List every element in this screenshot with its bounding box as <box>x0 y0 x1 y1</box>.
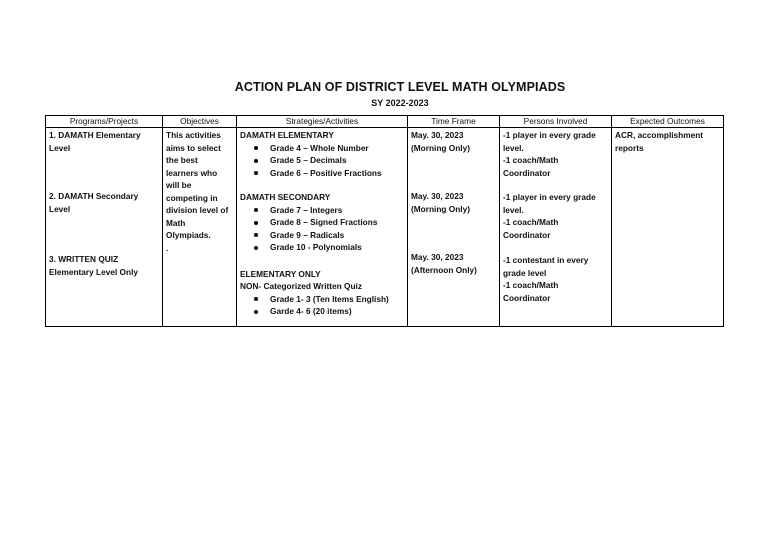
list-item: Grade 6 – Positive Fractions <box>270 167 404 180</box>
objective-line: aims to select <box>166 142 221 153</box>
header-outcomes: Expected Outcomes <box>612 116 724 128</box>
persons-1-line: -1 coach/Math <box>503 155 559 165</box>
objective-line: Olympiads. <box>166 230 211 240</box>
list-item: Grade 5 – Decimals <box>270 154 404 167</box>
program-1-line-1: 1. DAMATH Elementary <box>49 130 141 140</box>
programs-cell <box>46 128 163 327</box>
objective-line: the best <box>166 155 198 165</box>
strategy-3-subheading: NON- Categorized Written Quiz <box>240 281 362 291</box>
persons-2-line: -1 player in every grade <box>503 192 596 202</box>
strategy-3-list <box>240 293 404 318</box>
outcome-line: ACR, accomplishment <box>615 130 704 140</box>
time-frame-cell <box>408 128 500 327</box>
objective-line: . <box>166 242 169 253</box>
header-strategies: Strategies/Activities <box>237 116 408 128</box>
strategy-2-list <box>240 204 404 254</box>
persons-3-line: Coordinator <box>503 292 551 303</box>
time-frame-2-date: May. 30, 2023 <box>411 191 464 201</box>
persons-cell <box>500 128 612 327</box>
persons-3-line: -1 contestant in every <box>503 255 589 265</box>
header-persons: Persons Involved <box>500 116 612 128</box>
strategies-cell <box>237 128 408 327</box>
persons-1-line: level. <box>503 142 524 153</box>
program-1-line-2: Level <box>49 142 71 153</box>
list-item: Garde 4- 6 (20 items) <box>270 305 404 318</box>
objective-line: This activities <box>166 130 221 140</box>
document-title: ACTION PLAN OF DISTRICT LEVEL MATH OLYMPIADS <box>234 80 566 94</box>
persons-3-line: grade level <box>503 267 547 278</box>
program-2-line-2: Level <box>49 203 71 214</box>
list-item: Grade 7 – Integers <box>270 204 404 217</box>
persons-2-line: level. <box>503 204 524 215</box>
program-3-line-2: Elementary Level Only <box>49 266 139 277</box>
strategy-3-heading: ELEMENTARY ONLY <box>240 268 321 279</box>
strategy-2-heading: DAMATH SECONDARY <box>240 192 331 202</box>
time-frame-3-session: (Afternoon Only) <box>411 264 477 275</box>
objective-line: Math <box>166 217 186 228</box>
persons-2-line: -1 coach/Math <box>503 217 559 227</box>
persons-1-line: -1 player in every grade <box>503 130 596 140</box>
table-header-row <box>46 116 724 128</box>
list-item: Grade 8 – Signed Fractions <box>270 216 404 229</box>
document-subtitle: SY 2022-2023 <box>371 98 429 108</box>
outcomes-cell <box>612 128 724 327</box>
program-2-line-1: 2. DAMATH Secondary <box>49 191 139 201</box>
objectives-cell <box>163 128 237 327</box>
list-item: Grade 9 – Radicals <box>270 229 404 242</box>
header-time-frame: Time Frame <box>408 116 500 128</box>
strategy-1-list <box>240 142 404 180</box>
header-programs: Programs/Projects <box>46 116 163 128</box>
time-frame-2-session: (Morning Only) <box>411 203 470 214</box>
program-3-line-1: 3. WRITTEN QUIZ <box>49 254 119 264</box>
objective-line: learners who <box>166 167 218 178</box>
table-row <box>46 128 724 327</box>
objective-line: will be <box>166 180 192 190</box>
persons-2-line: Coordinator <box>503 229 551 240</box>
objective-line: division level of <box>166 205 229 215</box>
header-objectives: Objectives <box>163 116 237 128</box>
persons-1-line: Coordinator <box>503 167 551 178</box>
objective-line: competing in <box>166 192 218 203</box>
persons-3-line: -1 coach/Math <box>503 280 559 290</box>
time-frame-3-date: May. 30, 2023 <box>411 252 464 262</box>
action-plan-table <box>45 115 724 327</box>
list-item: Grade 4 – Whole Number <box>270 142 404 155</box>
time-frame-1-session: (Morning Only) <box>411 142 470 153</box>
list-item: Grade 10 - Polynomials <box>270 241 404 254</box>
outcome-line: reports <box>615 142 644 153</box>
time-frame-1-date: May. 30, 2023 <box>411 130 464 140</box>
list-item: Grade 1- 3 (Ten Items English) <box>270 293 404 306</box>
strategy-1-heading: DAMATH ELEMENTARY <box>240 130 334 140</box>
